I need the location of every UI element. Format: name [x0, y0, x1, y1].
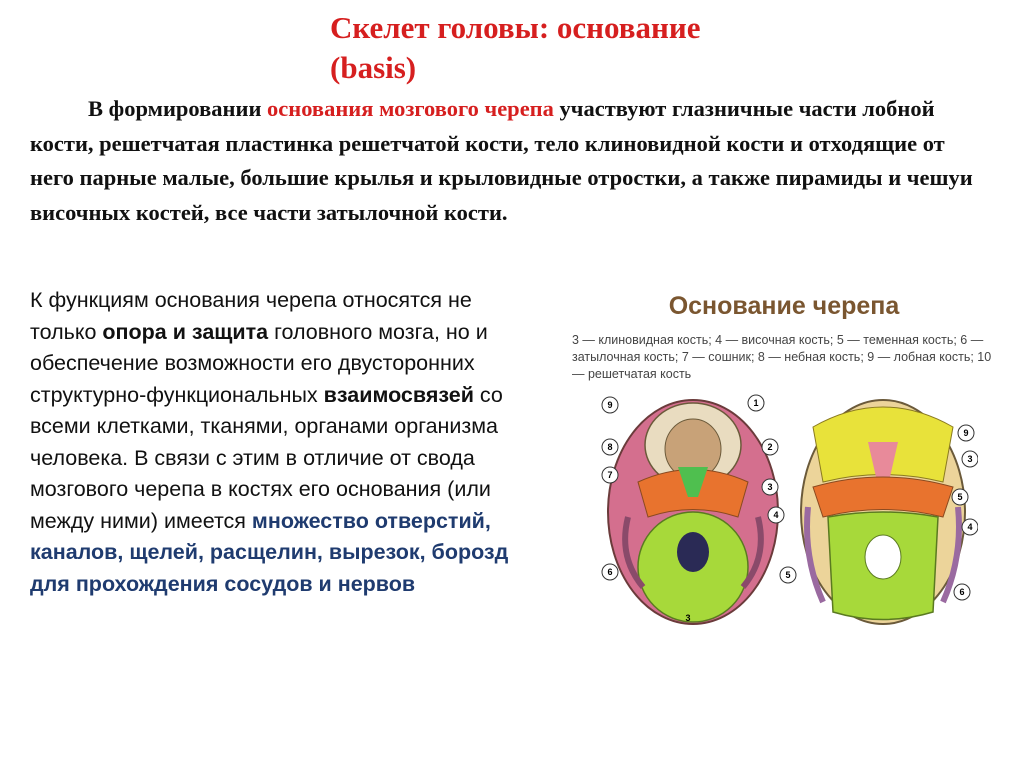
- slide-title-line-1: Скелет головы: основание: [330, 10, 701, 45]
- body-paragraph: [30, 285, 535, 600]
- slide-title: [330, 8, 930, 88]
- figure-title: Основание черепа: [668, 292, 900, 320]
- label-left-7: 6: [607, 567, 613, 577]
- body-text-1: К функциям основания черепа относятся не только: [30, 288, 472, 344]
- label-right-4: 5: [785, 570, 791, 580]
- label-right-5: 6: [959, 587, 965, 597]
- skull-base-illustration: [598, 387, 978, 627]
- label-left-6: 4: [773, 510, 779, 520]
- skull-external-base: [608, 400, 778, 624]
- label-left-2: 8: [607, 442, 613, 452]
- body-blue-emphasis: множество отверстий, каналов, щелей, расщелин, вырезок, борозд для прохождения сосудов и нервов: [30, 508, 509, 596]
- intro-text-2: участвуют глазничные части лобной кости, решетчатая пластинка решетчатой кости, тело клиновидной кости и отходящие от него парные малые, большие крылья и крыловидные отростки, а также пирамиды и чешуи височных костей, все части затылочной кости.: [30, 96, 973, 225]
- label-right-0: 9: [963, 428, 969, 438]
- label-right-1: 3: [967, 454, 973, 464]
- slide-title-line-2: (basis): [330, 50, 417, 85]
- label-right-6: 3: [685, 613, 691, 623]
- label-left-4: 7: [607, 470, 613, 480]
- skull-internal-base: [801, 400, 965, 624]
- body-bold-1: опора и защита: [102, 319, 269, 344]
- intro-paragraph: [30, 92, 990, 230]
- label-right-2: 5: [957, 492, 963, 502]
- label-left-1: 1: [753, 398, 759, 408]
- body-bold-2: взаимосвязей: [323, 382, 474, 407]
- figure-legend: 3 — клиновидная кость; 4 — височная кость; 5 — теменная кость; 6 — затылочная кость; 7 — сошник; 8 — небная кость; 9 — лобная кость; 10 — решетчатая кость: [572, 333, 992, 381]
- intro-highlight: основания мозгового черепа: [267, 96, 554, 121]
- body-text-2: головного мозга, но и обеспечение возможности его двусторонних структурно-функциональных: [30, 319, 488, 407]
- skull-base-figure: [558, 292, 1010, 626]
- label-left-0: 9: [607, 400, 613, 410]
- intro-text-1: В формировании: [88, 96, 268, 121]
- body-text-3: со всеми клетками, тканями, органами организма человека. В связи с этим в отличие от свода мозгового черепа в костях его основания (или между ними) имеется: [30, 382, 503, 533]
- label-left-5: 3: [767, 482, 773, 492]
- label-left-3: 2: [767, 442, 773, 452]
- label-right-3: 4: [967, 522, 973, 532]
